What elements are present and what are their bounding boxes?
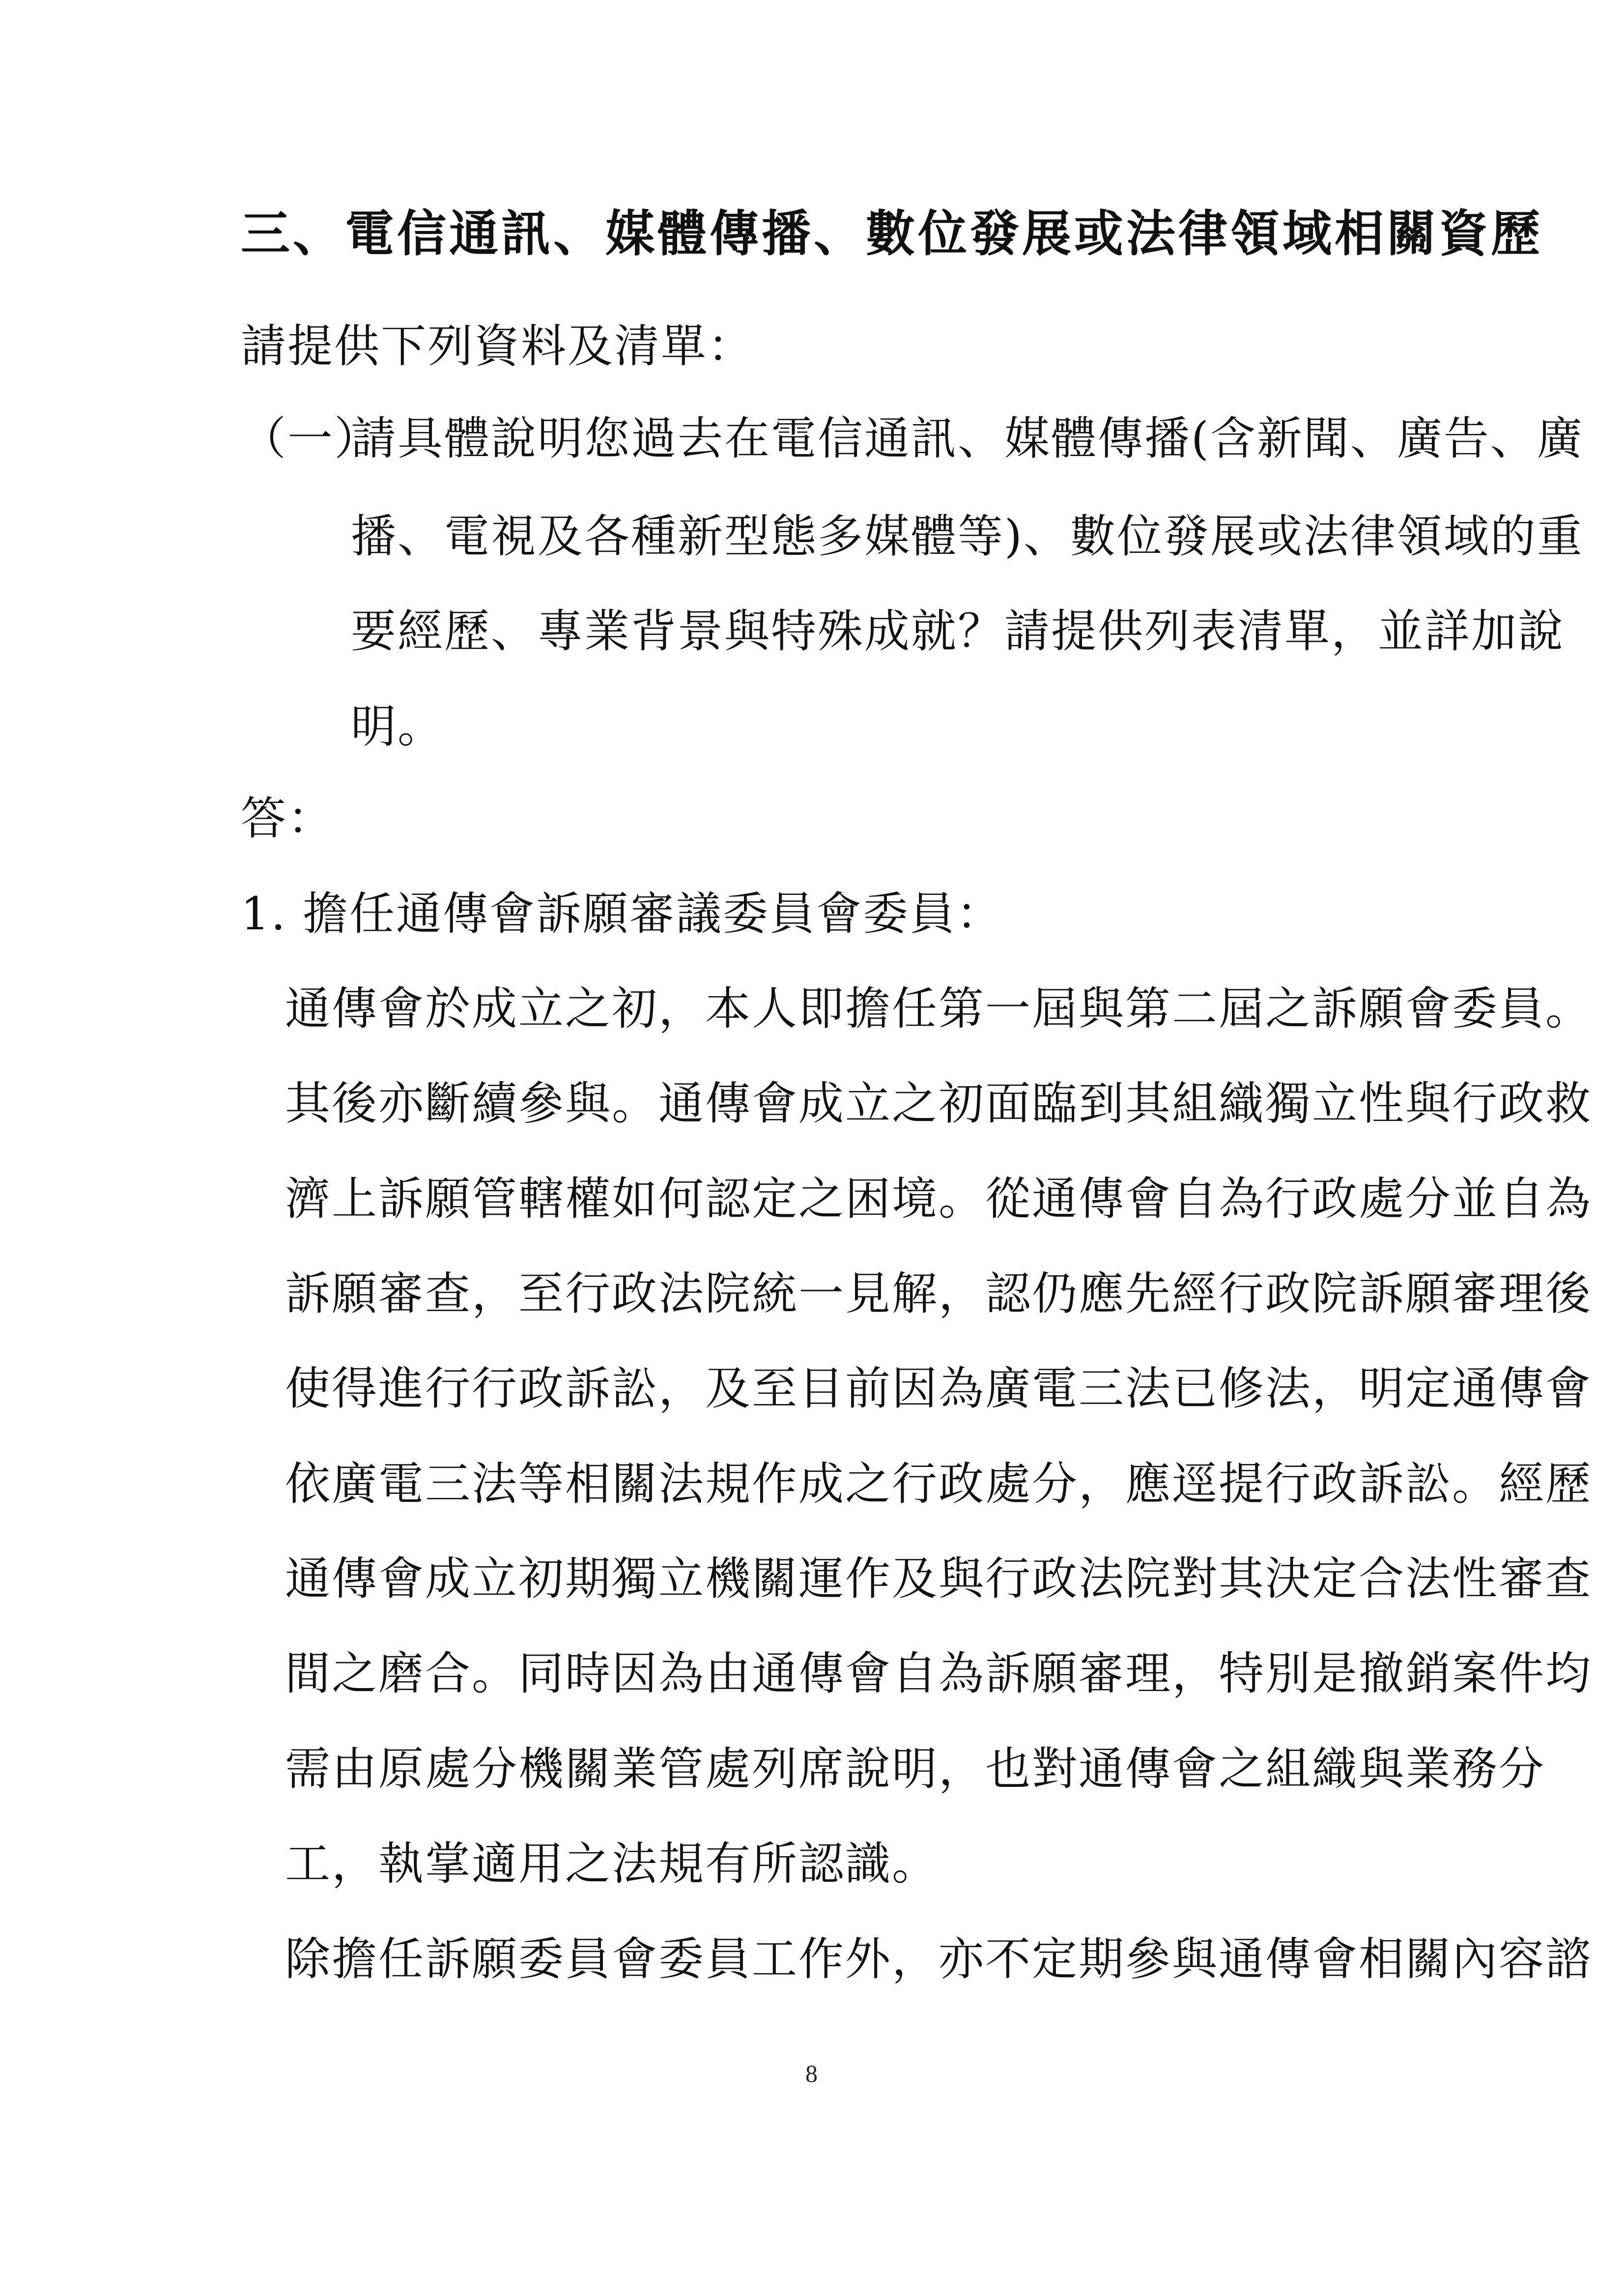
paragraph-line: 訴願審查，至行政法院統一見解，認仍應先經行政院訴願審理後: [285, 1267, 1593, 1320]
section-title: 三、電信通訊、媒體傳播、數位發展或法律領域相關資歷: [241, 204, 1543, 262]
question-line: 要經歷、專業背景與特殊成就？請提供列表清單，並詳加說: [351, 605, 1565, 658]
paragraph-line: 使得進行行政訴訟，及至目前因為廣電三法已修法，明定通傳會: [285, 1362, 1593, 1415]
paragraph-line: 通傳會於成立之初，本人即擔任第一屆與第二屆之訴願會委員。: [285, 982, 1593, 1035]
item-heading: 1. 擔任通傳會訴願審議委員會委員：: [241, 888, 1003, 940]
paragraph-line: 濟上訴願管轄權如何認定之困境。從通傳會自為行政處分並自為: [285, 1173, 1593, 1225]
paragraph-line: 其後亦斷續參與。通傳會成立之初面臨到其組織獨立性與行政救: [285, 1077, 1593, 1130]
instruction-text: 請提供下列資料及清單：: [241, 320, 755, 373]
paragraph-line: 間之磨合。同時因為由通傳會自為訴願審理，特別是撤銷案件均: [285, 1647, 1593, 1700]
paragraph-line: 通傳會成立初期獨立機關運作及與行政法院對其決定合法性審查: [285, 1552, 1593, 1605]
paragraph-line: 工，執掌適用之法規有所認識。: [285, 1837, 939, 1890]
question-line: 請具體說明您過去在電信通訊、媒體傳播(含新聞、廣告、廣: [351, 412, 1584, 465]
paragraph-line: 需由原處分機關業管處列席說明，也對通傳會之組織與業務分: [285, 1743, 1546, 1795]
answer-label: 答：: [241, 792, 335, 845]
page-number: 8: [805, 2060, 818, 2087]
question-line: 播、電視及各種新型態多媒體等)、數位發展或法律領域的重: [351, 510, 1584, 563]
question-label: （一）: [241, 412, 381, 465]
question-line: 明。: [351, 700, 445, 753]
paragraph-line: 依廣電三法等相關法規作成之行政處分，應逕提行政訴訟。經歷: [285, 1458, 1593, 1510]
paragraph-line: 除擔任訴願委員會委員工作外，亦不定期參與通傳會相關內容諮: [285, 1933, 1593, 1985]
